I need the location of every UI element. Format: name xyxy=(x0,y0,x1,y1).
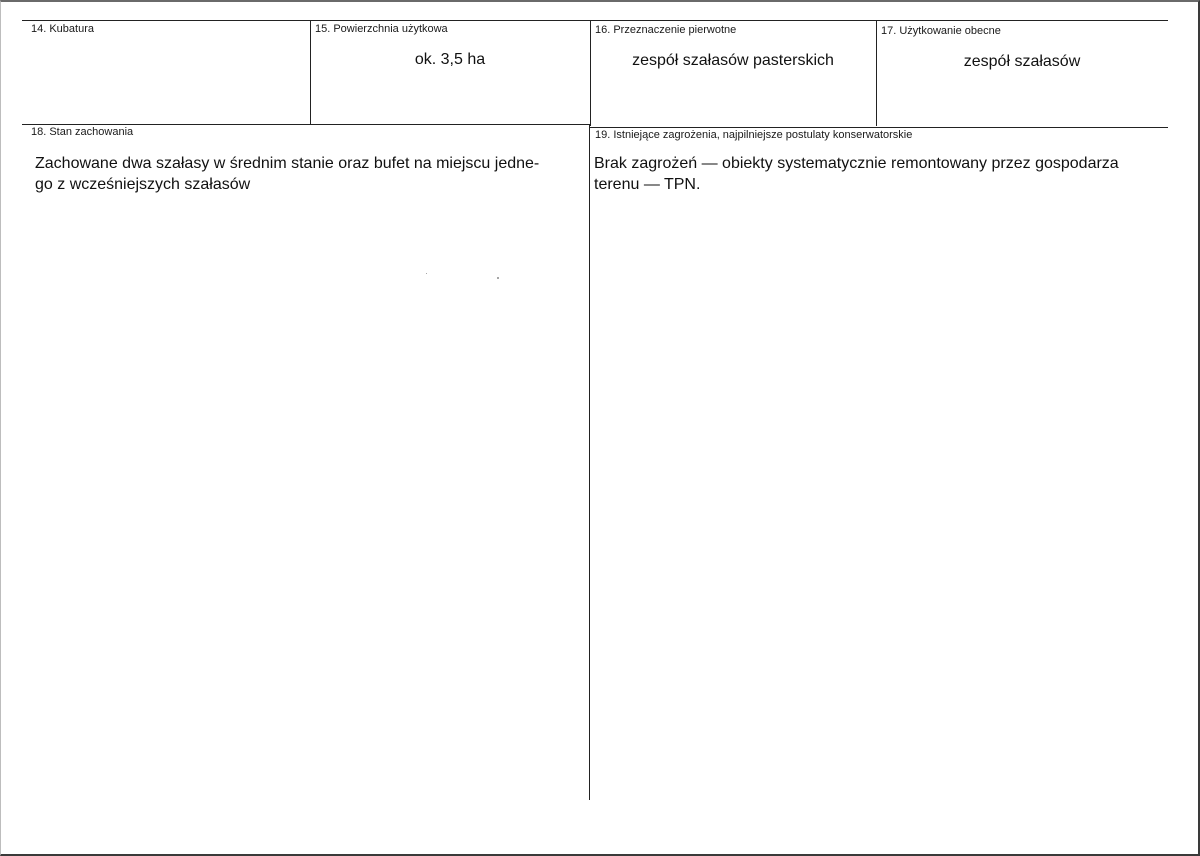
divider-14-15 xyxy=(310,20,311,125)
scan-speck xyxy=(426,273,427,274)
field-14-label: 14. Kubatura xyxy=(31,23,94,35)
field-18-text xyxy=(35,153,585,195)
field-17-label: 17. Użytkowanie obecne xyxy=(881,25,1001,37)
field-18-label: 18. Stan zachowania xyxy=(31,126,134,138)
middle-rule-right xyxy=(590,127,1168,128)
field-19-text xyxy=(594,153,1164,195)
field-19-line-1: Brak zagrożeń — obiekty systematycznie remontowany przez gospodarza xyxy=(594,155,1119,172)
divider-18-19 xyxy=(589,125,590,800)
scan-speck xyxy=(497,277,499,279)
middle-rule-left xyxy=(22,124,590,125)
field-19-label: 19. Istniejące zagrożenia, najpilniejsze postulaty konserwatorskie xyxy=(595,129,913,141)
top-rule xyxy=(22,20,1168,21)
field-18-line-1: Zachowane dwa szałasy w średnim stanie oraz bufet na miejscu jedne- xyxy=(35,155,540,172)
field-17-value: zespół szałasów xyxy=(963,53,1081,70)
field-15-value: ok. 3,5 ha xyxy=(414,51,486,68)
field-16-label: 16. Przeznaczenie pierwotne xyxy=(595,24,737,36)
divider-15-16 xyxy=(590,20,591,126)
field-15-label: 15. Powierzchnia użytkowa xyxy=(315,23,448,35)
divider-16-17 xyxy=(876,20,877,126)
field-16-value: zespół szałasów pasterskich xyxy=(632,52,834,69)
field-19-line-2: terenu — TPN. xyxy=(594,176,701,193)
field-18-line-2: go z wcześniejszych szałasów xyxy=(35,176,251,193)
